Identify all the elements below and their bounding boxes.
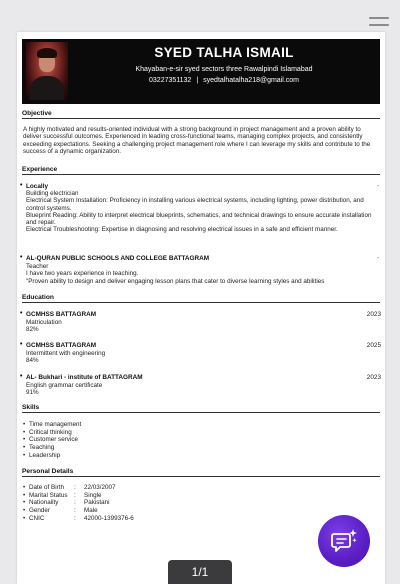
experience-company: • AL-QURAN PUBLIC SCHOOLS AND COLLEGE BATTAGRAM xyxy=(26,255,209,262)
list-item: • Nationality : Pakistani xyxy=(23,499,134,507)
section-title-education: Education xyxy=(22,294,380,303)
section-title-personal-details: Personal Details xyxy=(22,468,380,477)
skills-list xyxy=(23,421,81,460)
detail-label: • Date of Birth xyxy=(29,484,64,491)
experience-date: - xyxy=(377,255,379,261)
education-details xyxy=(26,382,102,397)
experience-details xyxy=(26,263,378,285)
detail-value: 42000-1399376-6 xyxy=(84,514,134,522)
candidate-address: Khayaban-e-sir syed sectors three Rawalpindi Islamabad xyxy=(135,66,313,73)
hamburger-menu-icon[interactable] xyxy=(366,10,392,32)
ai-chat-button[interactable] xyxy=(318,515,370,567)
list-item: • Date of Birth : 22/03/2007 xyxy=(23,484,134,492)
candidate-contact xyxy=(68,77,380,84)
detail-label: • Marital Status xyxy=(29,491,68,499)
experience-line: Electrical Troubleshooting: Expertise in diagnosing and resolving electrical issues in a safe and efficient manner. xyxy=(26,226,338,234)
education-school: • AL- Bukhari - institute of BATTAGRAM xyxy=(26,374,143,381)
email-address: syedtalhatalha218@gmail.com xyxy=(203,77,299,84)
experience-details xyxy=(26,190,376,234)
experience-company: • Locally xyxy=(26,183,48,190)
education-score: 84% xyxy=(26,357,39,365)
objective-text: A highly motivated and results-oriented individual with a strong background in project management and a proven ability to deliver successful outcomes. Experienced in leading cross-functional teams, managing complex projects, and consistently exceeding expectations. Seeking a challenging project management role where I can leverage my skills and contribute to the success of a dynamic organization. xyxy=(23,126,371,155)
section-title-objective: Objective xyxy=(22,110,380,119)
education-year: 2025 xyxy=(366,342,381,349)
experience-line: Electrical System Installation: Proficiency in installing various electrical systems, including lighting, power distribution, and control systems. xyxy=(26,197,364,212)
experience-date: - xyxy=(377,183,379,189)
education-details xyxy=(26,350,105,365)
detail-label: • CNIC xyxy=(29,514,45,522)
education-degree: Matriculation xyxy=(26,319,62,326)
personal-details-list xyxy=(23,484,134,523)
detail-label: • Gender xyxy=(29,507,51,515)
education-year: 2023 xyxy=(366,311,381,318)
list-item: • CNIC : 42000-1399376-6 xyxy=(23,515,134,523)
section-title-experience: Experience xyxy=(22,166,380,175)
resume-page xyxy=(17,32,385,584)
experience-role: Building electrician xyxy=(26,190,79,197)
detail-value: Pakistani xyxy=(84,499,110,507)
education-degree: Intermittent with engineering xyxy=(26,350,106,357)
education-year: 2023 xyxy=(366,374,381,381)
detail-value: 22/03/2007 xyxy=(84,484,116,491)
detail-label: • Nationality xyxy=(29,499,59,507)
list-item: • Leadership xyxy=(23,452,81,460)
list-item: • Customer service xyxy=(23,436,81,444)
phone-number: 03227351132 xyxy=(149,77,192,84)
education-school: • GCMHSS BATTAGRAM xyxy=(26,311,96,318)
experience-role: Teacher xyxy=(26,263,49,270)
list-item: • Critical thinking xyxy=(23,429,81,437)
experience-line: I have two years experience in teaching. xyxy=(26,270,139,278)
list-item: • Gender : Male xyxy=(23,507,134,515)
detail-value: Male xyxy=(84,507,98,515)
experience-line: Blueprint Reading: Ability to interpret electrical blueprints, schematics, and technical drawings to ensure accurate installation and repair. xyxy=(26,211,372,227)
list-item: • Marital Status : Single xyxy=(23,492,134,500)
education-details xyxy=(26,319,62,334)
section-title-skills: Skills xyxy=(22,404,380,413)
contact-separator: | xyxy=(196,77,199,84)
education-score: 91% xyxy=(26,389,39,397)
resume-header xyxy=(22,39,380,104)
education-score: 82% xyxy=(26,326,39,334)
candidate-name: SYED TALHA ISMAIL xyxy=(154,45,294,60)
list-item: • Time management xyxy=(23,421,81,429)
page-indicator[interactable]: 1/1 xyxy=(168,560,232,584)
ai-chat-sparkle-icon xyxy=(329,526,359,556)
education-degree: English grammar certificate xyxy=(26,382,103,389)
detail-value: Single xyxy=(84,491,102,499)
experience-line: "Proven ability to design and deliver engaging lesson plans that cater to diverse learning styles and abilities xyxy=(26,277,325,285)
profile-photo xyxy=(26,42,68,100)
list-item: • Teaching xyxy=(23,444,81,452)
education-school: • GCMHSS BATTAGRAM xyxy=(26,342,96,349)
